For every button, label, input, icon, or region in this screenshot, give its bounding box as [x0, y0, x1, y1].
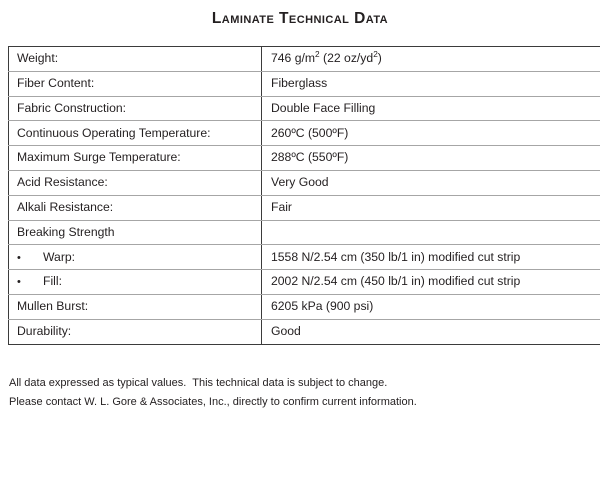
footnote-line-1: All data expressed as typical values. This technical data is subject to change.	[9, 377, 388, 389]
spec-label: Continuous Operating Temperature:	[9, 121, 262, 146]
spec-label-text: Warp:	[43, 249, 76, 264]
spec-value	[262, 220, 600, 245]
table-row	[9, 146, 600, 171]
spec-label: Acid Resistance:	[9, 170, 262, 195]
spec-label: Alkali Resistance:	[9, 195, 262, 220]
spec-value: 2002 N/2.54 cm (450 lb/1 in) modified cut strip	[262, 270, 600, 295]
spec-value: Fair	[262, 195, 600, 220]
spec-label: Fiber Content:	[9, 71, 262, 96]
spec-value: 746 $g/m^2$ (22 $oz/yd^2$)	[262, 47, 600, 72]
spec-label: Durability:	[9, 319, 262, 344]
spec-value: 288ºC (550ºF)	[262, 146, 600, 171]
table-row	[9, 220, 600, 245]
table-row	[9, 270, 600, 295]
table-row	[9, 319, 600, 344]
laminate-technical-data-table	[8, 46, 600, 345]
table-row	[9, 245, 600, 270]
bullet-icon: •	[17, 251, 21, 264]
spec-value: Good	[271, 323, 301, 338]
table-row	[9, 121, 600, 146]
spec-label-text: Fill:	[43, 274, 62, 289]
spec-value: Fiberglass	[262, 71, 600, 96]
page-title: Laminate Technical Data	[211, 10, 389, 27]
footnote	[9, 374, 589, 411]
table-row	[9, 47, 600, 72]
bullet-icon: •	[17, 276, 21, 289]
table-body	[9, 47, 600, 345]
spec-label: Maximum Surge Temperature:	[9, 146, 262, 171]
table-row	[9, 96, 600, 121]
table-row	[9, 71, 600, 96]
footnote-line-2: Please contact W. L. Gore & Associates, Inc., directly to confirm current information.	[9, 395, 417, 408]
spec-value: 6205 kPa (900 psi)	[262, 294, 600, 319]
spec-value: 260ºC (500ºF)	[262, 121, 600, 146]
table-row	[9, 195, 600, 220]
spec-label: Breaking Strength	[9, 220, 262, 245]
spec-label-bullet	[9, 245, 262, 270]
spec-label-bullet	[9, 270, 262, 295]
spec-label: Mullen Burst:	[9, 294, 262, 319]
spec-label: Weight:	[9, 47, 262, 72]
table-row	[9, 170, 600, 195]
spec-value: Double Face Filling	[262, 96, 600, 121]
spec-value: 1558 N/2.54 cm (350 lb/1 in) modified cut strip	[262, 245, 600, 270]
spec-label: Fabric Construction:	[9, 96, 262, 121]
table-row	[9, 294, 600, 319]
spec-value: Very Good	[262, 170, 600, 195]
